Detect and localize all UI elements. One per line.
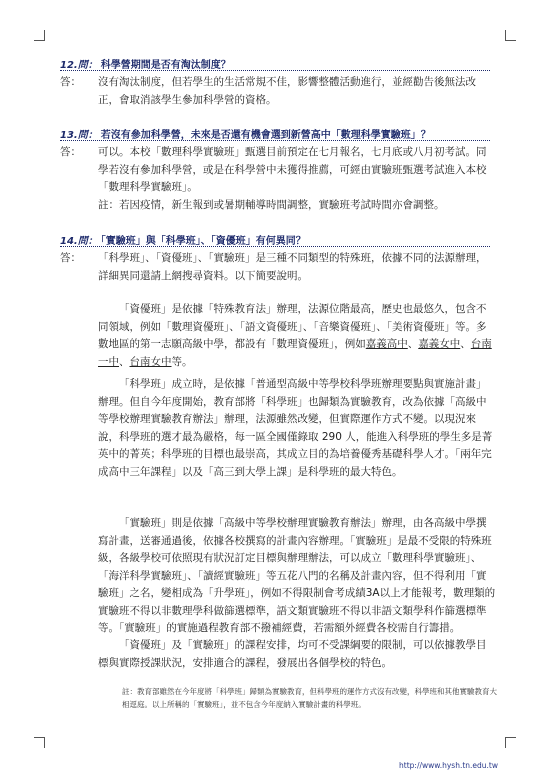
question-rule: [60, 246, 490, 247]
school-name: 台南女中: [129, 355, 172, 368]
school-name: 嘉義女中: [418, 338, 461, 350]
answer-note: 註：若因疫情，新生報到或暑期輔導時間調整，實驗班考試時間亦會調整。: [98, 198, 445, 211]
question-14: [60, 232, 500, 247]
paragraph-experimental-class: 「實驗班」則是依據「高級中等學校辦理實驗教育辦法」辦理，由各高級中學撰寫計畫，送審通過後，依據各校撰寫的計畫內容辦理。「實驗班」是最不受限的特殊班級，各級學校可依照現有狀況訂定目標與辦理辦法，可以成立「數理科學實驗班」、「海洋科學實驗班」、「讀經實驗班」等五花八門的名稱及計畫內容，但不得利用「實驗班」之名，變相成為「升學班」，例如不得限制會考成績3A以上才能報考，數理類的實驗班不得以非數理學科做篩選標準，語文類實驗班不得以非語文類學科作篩選標準等。「實驗班」的實施過程教育部不撥補經費，若需額外經費各校需自行籌措。: [98, 517, 496, 634]
answer-label: 答：: [60, 252, 81, 264]
question-rule: [60, 140, 490, 141]
answer-text: 沒有淘汰制度，但若學生的生活常規不佳，影響整體活動進行，並經勸告後無法改正，會取消該學生參加科學營的資格。: [98, 76, 476, 106]
answer-text: 「科學班」、「資優班」、「實驗班」是三種不同類型的特殊班，依據不同的法源辦理，詳細異同還請上網搜尋資料。以下簡要說明。: [98, 252, 487, 282]
question-title: 「實驗班」與「科學班」、「資優班」有何異同？: [100, 236, 306, 247]
question-number: 13.問：: [60, 130, 98, 141]
school-name: 嘉義高中: [365, 338, 408, 350]
school-name: 台南一中: [98, 338, 492, 368]
answer-text: 可以。本校「數理科學實驗班」甄選目前預定在七月報名，七月底或八月初考試。同學若沒有參加科學營，或是在科學營中未獲得推薦，可經由實驗班甄選考試進入本校「數理科學實驗班」。: [98, 146, 487, 193]
question-number: 14.問：: [60, 236, 98, 247]
question-title: 科學營期間是否有淘汰制度？: [100, 60, 231, 71]
answer-label: 答：: [60, 76, 81, 88]
question-12: [60, 56, 500, 71]
paragraph-curriculum: 「資優班」及「實驗班」的課程安排，均可不受課綱要的限制，可以依據教學目標與實際授課狀況，安排適合的課程，發展出各個學校的特色。: [98, 639, 487, 669]
paragraph-gifted-class: 「資優班」是依據「特殊教育法」辦理，法源位階最高，歷史也最悠久，包含不同領域，例如「數理資優班」、「語文資優班」、「音樂資優班」、「美術資優班」等。多數地區的第一志願高級中學，都設有「數理資優班」，例如嘉義高中、嘉義女中、台南一中、台南女中等。: [98, 303, 492, 368]
question-number: 12.問：: [60, 60, 98, 71]
footnote: 註：教育部雖然在今年度將「科學班」歸類為實驗教育，但科學班的運作方式沒有改變，科學班和其他實驗教育大相逕庭。以上所稱的「實驗班」，並不包含今年度納入實驗計畫的科學班。: [122, 687, 497, 709]
answer-14: [60, 250, 492, 285]
question-title: 若沒有參加科學營，未來是否還有機會選到新營高中「數理科學實驗班」？: [100, 130, 431, 141]
question-13: [60, 126, 500, 141]
answer-label: 答：: [60, 146, 81, 158]
answer-13: [60, 144, 492, 214]
answer-12: [60, 74, 492, 109]
footer-url[interactable]: http://www.hysh.tn.edu.tw: [399, 761, 498, 770]
crop-mark: [34, 737, 45, 748]
crop-mark: [505, 737, 516, 748]
paragraph-science-class: 「科學班」成立時，是依據「普通型高級中等學校科學班辦理要點與實施計畫」辦理。但自今年度開始，教育部將「科學班」也歸類為實驗教育，改為依據「高級中等學校辦理實驗教育辦法」辦理，法源雖然改變，但實際運作方式不變。以現況來說，科學班的選才最為嚴格，每一區全國僅錄取 290 人，能進入科學班的學生多是菁英中的菁英；科學班的目標也最崇高，其成立目的為培養優秀基礎科學人才。「兩年完成高中三年課程」以及「高三到大學上課」是科學班的最大特色。: [98, 378, 493, 478]
crop-mark: [34, 30, 45, 41]
question-rule: [60, 70, 490, 71]
crop-mark: [505, 30, 516, 41]
